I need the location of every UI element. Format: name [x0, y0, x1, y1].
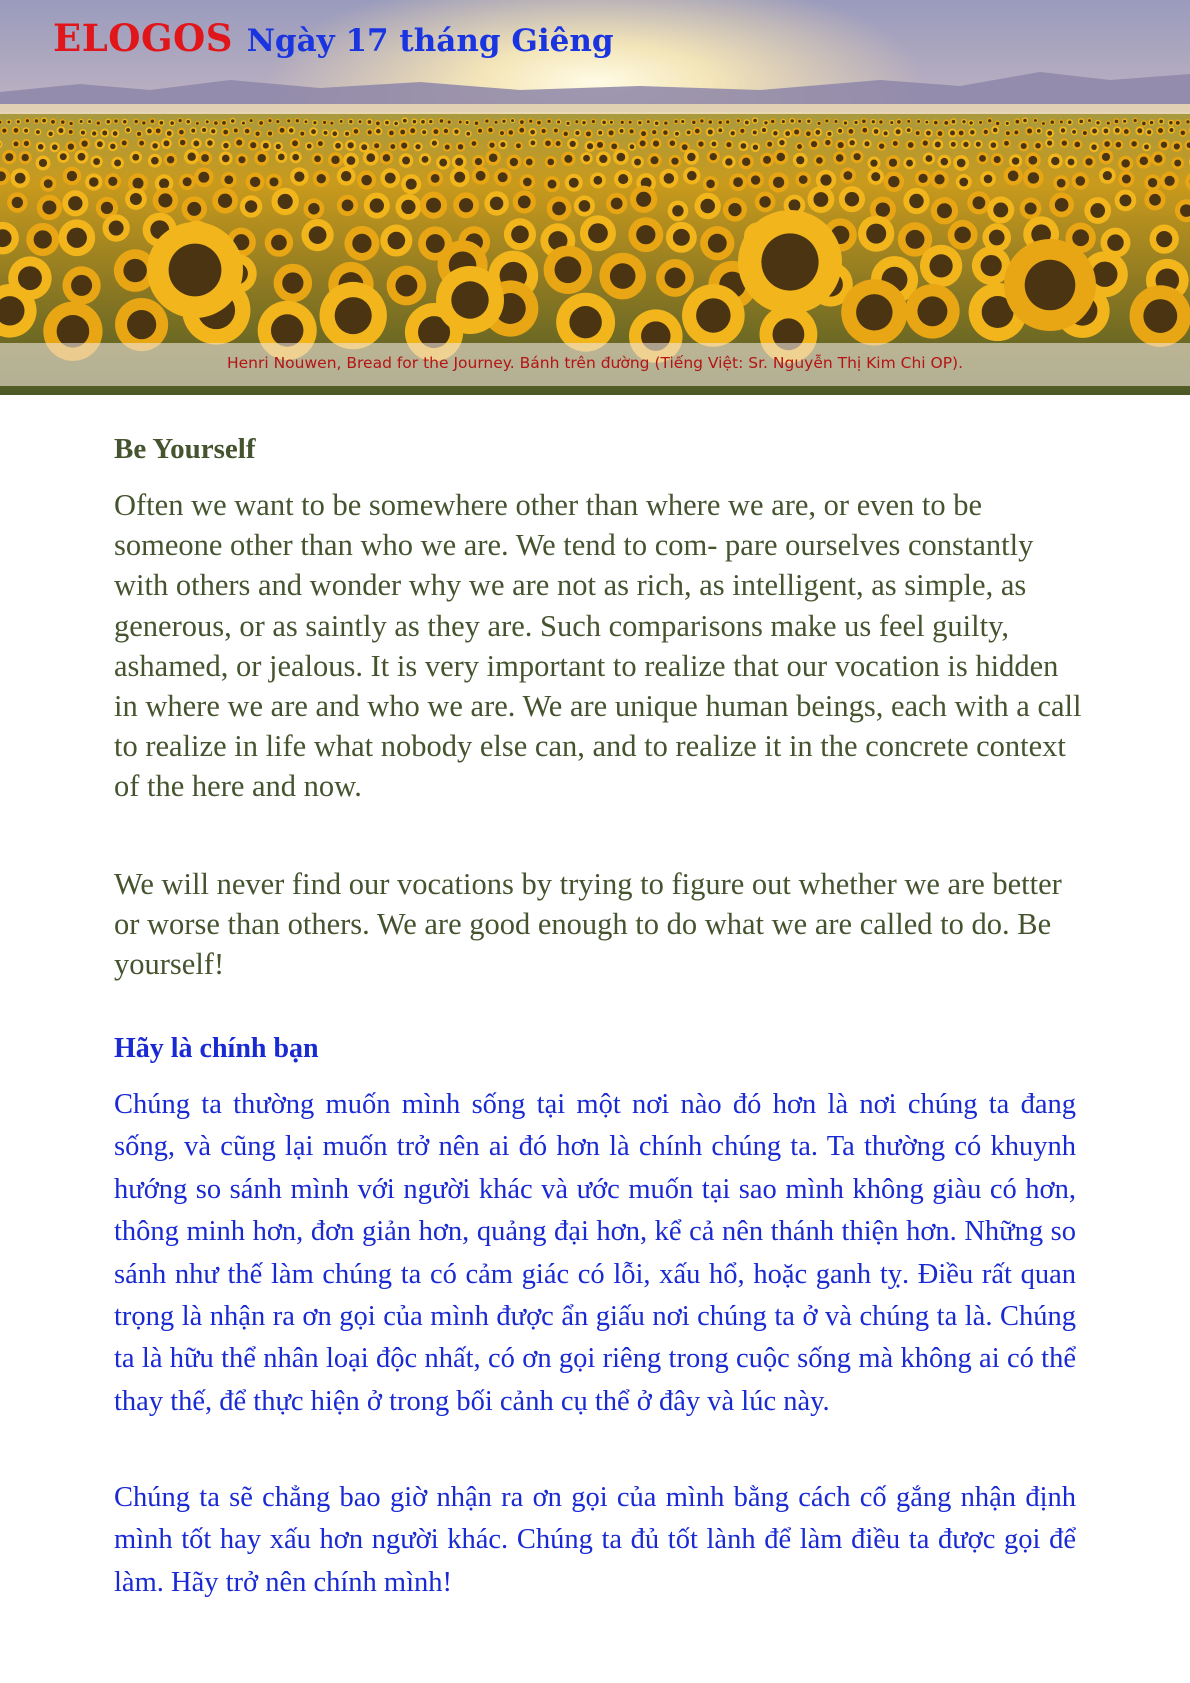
vietnamese-title: Hãy là chính bạn	[114, 1033, 319, 1064]
brand-logo: ELOGOS	[53, 16, 233, 60]
english-title: Be Yourself	[114, 433, 256, 465]
english-paragraph: We will never find our vocations by trying to figure out whether we are better or worse than others. We are good enough to do what we are called to do. Be yourself!	[114, 867, 1062, 982]
vietnamese-paragraph: Chúng ta thường muốn mình sống tại một nơi nào đó hơn là nơi chúng ta đang sống, và cũng lại muốn trở nên ai đó hơn là chính chúng ta. Ta thường có khuynh hướng so sánh mình với người khác và ước muốn tại sao mình không giàu có hơn, thông minh hơn, đơn giản hơn, quảng đại hơn, kể cả nên thánh thiện hơn. Những so sánh như thế làm chúng ta có cảm giác có lỗi, xấu hổ, hoặc ganh tỵ. Điều rất quan trọng là nhận ra ơn gọi của mình được ẩn giấu nơi chúng ta ở và chúng ta là. Chúng ta là hữu thể nhân loại độc nhất, có ơn gọi riêng trong cuộc sống mà không ai có thể thay thế, để thực hiện ở trong bối cảnh cụ thể ở đây và lúc này.	[114, 1089, 1076, 1417]
date-heading: Ngày 17 tháng Giêng	[246, 23, 614, 59]
masthead	[53, 16, 614, 60]
english-paragraph: Often we want to be somewhere other than where we are, or even to be someone other than who we are. We tend to com- pare ourselves constantly with others and wonder why we are not as rich, as intelligent, as simple, as generous, or as saintly as they are. Such comparisons make us feel guilty, ashamed, or jealous. It is very important to realize that our vocation is hidden in where we are and who we are. We are unique human beings, each with a call to realize in life what nobody else can, and to realize it in the concrete context of the here and now.	[114, 488, 1082, 804]
header-banner	[0, 0, 1190, 395]
vietnamese-paragraph: Chúng ta sẽ chẳng bao giờ nhận ra ơn gọi của mình bằng cách cố gắng nhận định mình tốt hay xấu hơn người khác. Chúng ta đủ tốt lành để làm điều ta được gọi để làm. Hãy trở nên chính mình!	[114, 1482, 1076, 1598]
image-caption: Henri Nouwen, Bread for the Journey. Bánh trên đường (Tiếng Việt: Sr. Nguyễn Thị Kim Chi OP).	[226, 354, 964, 372]
